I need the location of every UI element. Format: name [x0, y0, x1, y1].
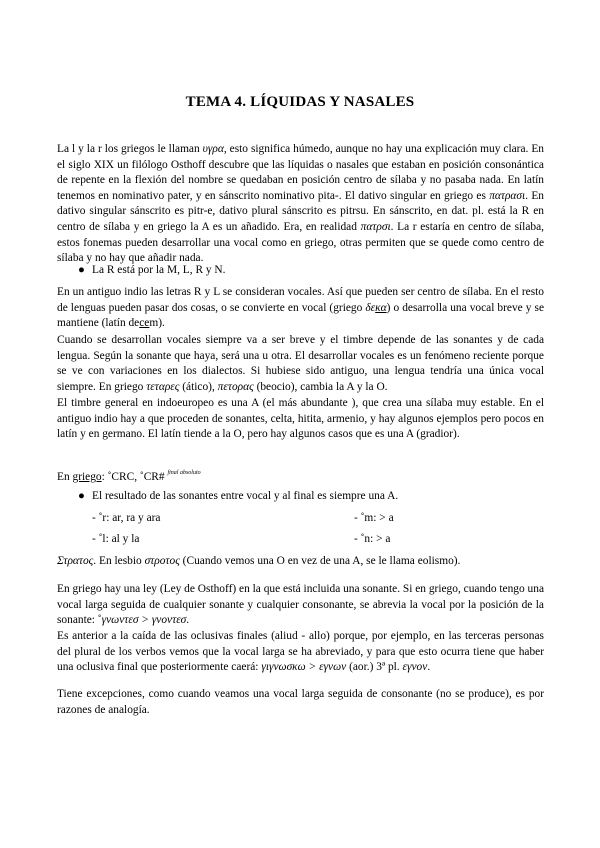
bullet-icon: ● — [78, 490, 85, 502]
greek-word: δε — [365, 301, 376, 314]
rule-m: - ˚m: > a — [354, 512, 394, 524]
greek-word-underlined: κα — [375, 301, 387, 314]
griego-line — [57, 466, 201, 486]
greek-word: υγρα — [202, 143, 224, 155]
text-run: . La r estaría en centro de sílaba, estos fonemas pueden desarrollar una vocal como en griego, otras permiten que se quede como centro de sílaba y no hay que añadir nada. — [57, 220, 544, 265]
text-run: En — [57, 471, 73, 483]
paragraph-oclusivas — [57, 629, 544, 676]
bullet-text: El resultado de las sonantes entre vocal y al final es siempre una A. — [92, 490, 399, 502]
superscript-note: final absoluto — [167, 470, 201, 476]
underlined-text: griego — [72, 471, 102, 483]
paragraph-intro — [57, 142, 544, 267]
underlined-text: ce — [139, 317, 150, 330]
greek-word: πατρασι — [489, 189, 526, 202]
paragraph-timbre: El timbre general en indoeuropeo es una A (el más abundante ), que crea una sílaba muy estable. En el antiguo indio hay a que proceden de sonantes, celta, hitita, armenio, y hay algunos ejemplos pero pocos en latín y en germano. El latín tiende a la O, pero hay algunos casos que es una A (gradior). — [57, 397, 544, 441]
greek-word: γνωντεσ > γνοντεσ — [101, 614, 187, 627]
bullet-text: La R está por la M, L, R y N. — [92, 264, 226, 276]
greek-word: εγνον — [402, 661, 428, 674]
text-run: En griego hay una ley (Ley de Osthoff) en la que está incluida una sonante. Si en griego, cuando tengo una vocal larga seguida de cualquier sonante y cualquier consonante, se abrevia la vocal por la posición de la sonante: ˚ — [57, 583, 544, 627]
rule-n: - ˚n: > a — [354, 533, 391, 545]
greek-word: πατρσι — [360, 220, 391, 233]
greek-word: στροτος — [144, 555, 180, 567]
greek-word: γιγνωσκω > εγνων — [261, 661, 347, 674]
greek-word: Στρατος — [57, 555, 94, 567]
text-run: : ˚CRC, ˚CR# — [101, 471, 168, 483]
paragraph-excepciones: Tiene excepciones, como cuando veamos una vocal larga seguida de consonante (no se produce), es por razones de analogía. — [57, 688, 544, 716]
text-run: Cuando se desarrollan vocales siempre va a ser breve y el timbre depende de las sonantes y de cada lengua. Según la sonante que haya, será una u otra. El desarrollar vocales es un fenómeno reciente porque se ve con variaciones en los dialectos. Si hubiese sido antiguo, una lengua tendría una única vocal siempre. En griego — [57, 334, 544, 393]
paragraph-vocales — [57, 333, 544, 395]
text-run: (aor.) 3ª pl. — [346, 661, 403, 674]
text-run: . En lesbio — [93, 555, 145, 567]
paragraph-osthoff — [57, 582, 544, 629]
text-run: . — [186, 614, 190, 627]
text-run: (ático), — [179, 380, 218, 393]
text-run: m). — [149, 317, 165, 330]
text-run: . — [427, 661, 431, 674]
paragraph-antiguo-indio — [57, 285, 544, 332]
rule-r: - ˚r: ar, ra y ara — [92, 512, 161, 524]
text-run: (beocio), cambia la A y la O. — [253, 380, 388, 393]
greek-word: τεταρες — [146, 380, 180, 393]
text-run: Es anterior a la caída de las oclusivas finales (aliud - allo) porque, por ejemplo, en las terceras personas del plural de los verbos vemos que la vocal larga se ha abreviado, y para que esto ocurra tiene que haber una oclusiva final que posteriormente caerá: — [57, 630, 544, 674]
text-run: En un antiguo indio las letras R y L se consideran vocales. Así que pueden ser centro de sílaba. En el resto de lenguas pueden pasar dos cosas, o se convierte en vocal (griego — [57, 286, 544, 314]
text-run: La l y la r los griegos le llaman — [57, 143, 203, 155]
greek-word: πετορας — [217, 380, 254, 393]
bullet-icon: ● — [78, 264, 85, 276]
rule-l: - ˚l: al y la — [92, 533, 140, 545]
text-run: (Cuando vemos una O en vez de una A, se le llama eolismo). — [179, 555, 461, 567]
text-run: , esto significa húmedo, aunque no hay una explicación muy clara. En el siglo XIX un filólogo Osthoff descubre que las líquidas o nasales que estaban en posición consonántica de repente en la flexión del nombre se quedaban en posición centro de sílaba y no pasaba nada. En latín tenemos en nominativo pater, y en sánscrito nominativo pita-. El dativo singular en griego es — [57, 143, 544, 202]
stratos-line — [57, 554, 460, 570]
page-title: TEMA 4. LÍQUIDAS Y NASALES — [185, 94, 415, 110]
text-run: . En dativo singular sánscrito es pitr-e, dativo plural sánscrito es pitrsu. En sánscrito, en dat. pl. está la R en centro de sílaba y en griego la A es un añadido. Era, en realidad — [57, 189, 544, 233]
text-run: ) o desarrolla una vocal breve y se mantiene (latín de — [57, 301, 545, 330]
